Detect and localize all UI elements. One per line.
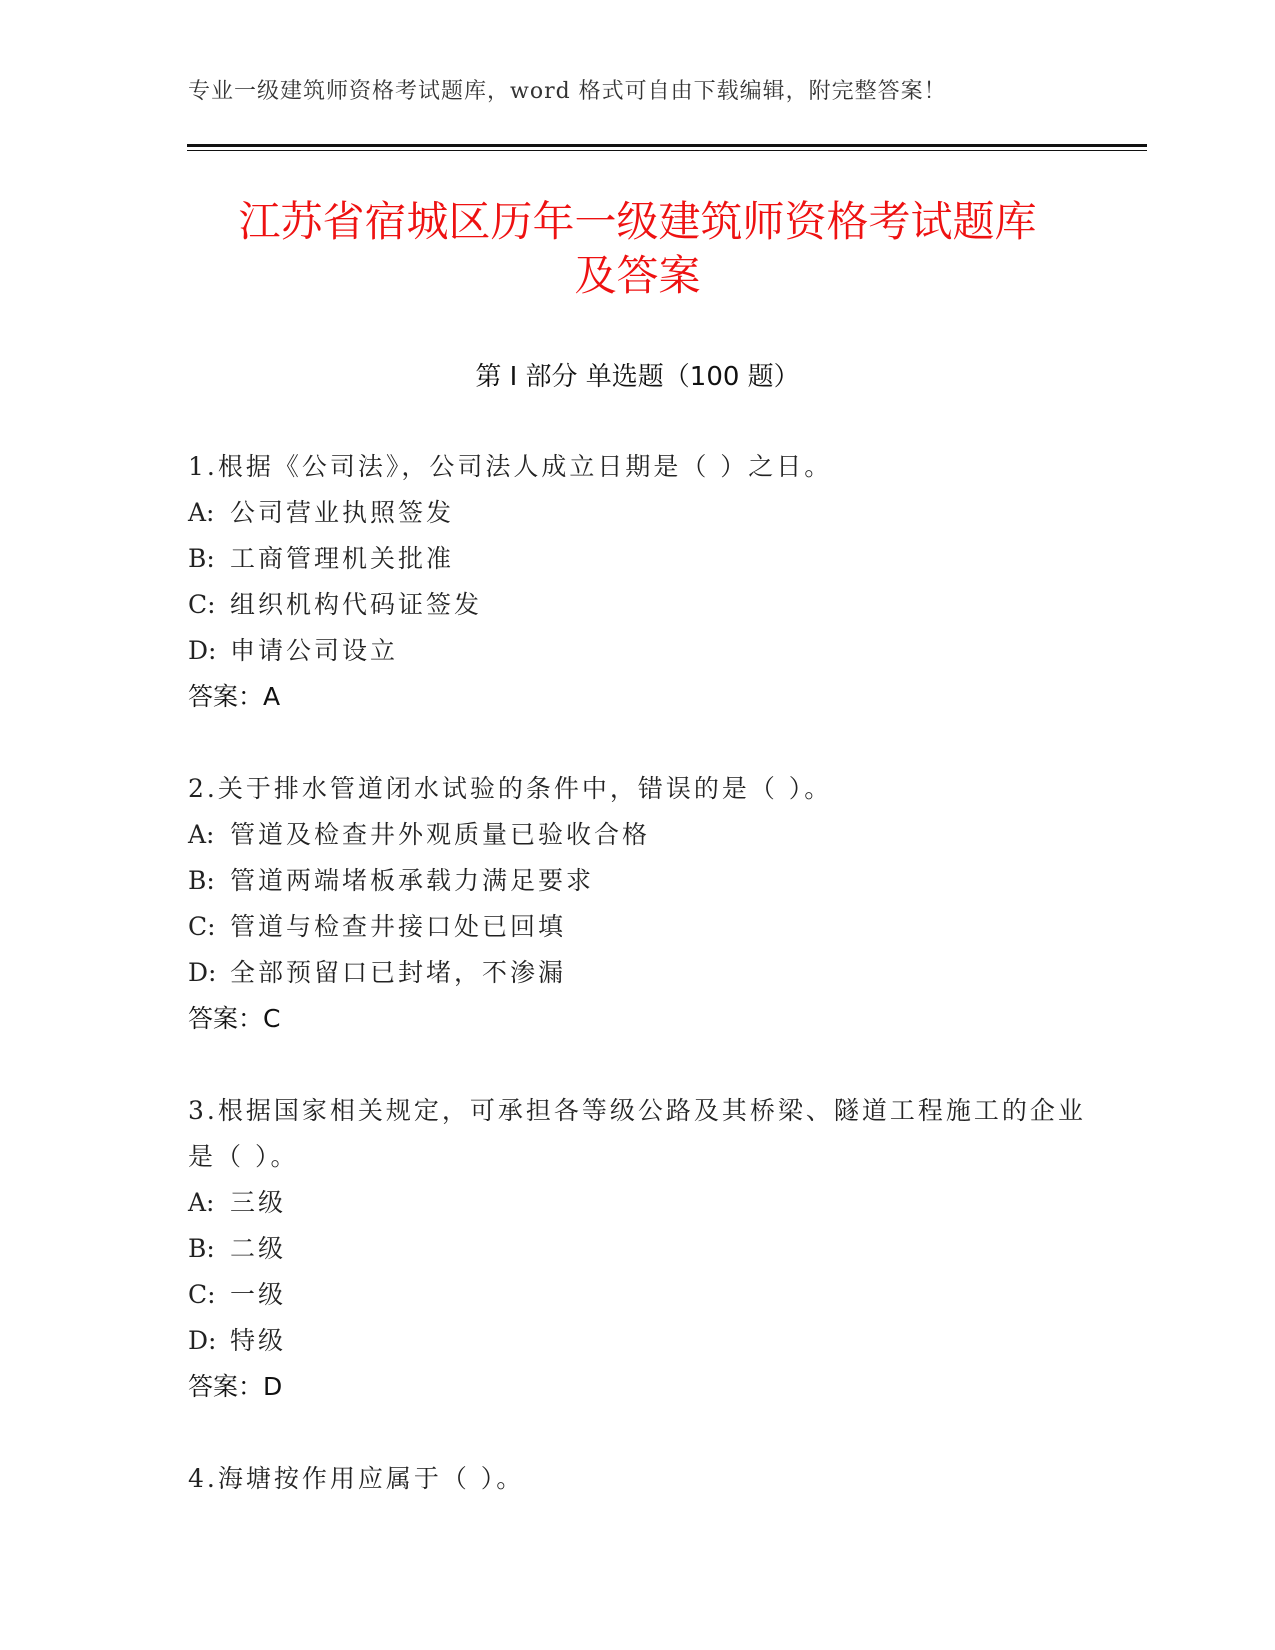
option-text: 二级	[230, 1234, 287, 1263]
option-text: 特级	[230, 1326, 287, 1355]
option-letter: D:	[188, 1326, 217, 1355]
document-title-line-2: 及答案	[574, 251, 701, 300]
option-text: 全部预留口已封堵，不渗漏	[230, 958, 567, 987]
header-rule-thick	[187, 144, 1147, 147]
option-letter: C:	[188, 912, 216, 941]
option-c	[188, 582, 1088, 628]
option-text: 管道与检查井接口处已回填	[230, 912, 567, 941]
option-c	[188, 1272, 1088, 1318]
option-a	[188, 1180, 1088, 1226]
option-letter: C:	[188, 1280, 216, 1309]
option-d	[188, 1318, 1088, 1364]
option-c	[188, 904, 1088, 950]
question-1	[188, 444, 1088, 720]
option-text: 公司营业执照签发	[230, 498, 455, 527]
option-a	[188, 812, 1088, 858]
option-b	[188, 1226, 1088, 1272]
option-d	[188, 628, 1088, 674]
question-3	[188, 1088, 1088, 1410]
document-title	[150, 195, 1125, 303]
option-text: 三级	[230, 1188, 287, 1217]
option-a	[188, 490, 1088, 536]
option-text: 申请公司设立	[230, 636, 399, 665]
option-text: 组织机构代码证签发	[230, 590, 483, 619]
option-b	[188, 536, 1088, 582]
option-d	[188, 950, 1088, 996]
option-text: 一级	[230, 1280, 287, 1309]
document-title-line-1: 江苏省宿城区历年一级建筑师资格考试题库	[238, 197, 1037, 246]
option-letter: A:	[188, 1188, 215, 1217]
header-note: 专业一级建筑师资格考试题库，word 格式可自由下载编辑，附完整答案！	[188, 79, 947, 104]
option-letter: D:	[188, 636, 217, 665]
option-text: 管道两端堵板承载力满足要求	[230, 866, 595, 895]
question-list	[188, 444, 1088, 1548]
question-4	[188, 1456, 1088, 1502]
option-b	[188, 858, 1088, 904]
option-letter: B:	[188, 544, 215, 573]
question-stem: 2.关于排水管道闭水试验的条件中，错误的是（ ）。	[188, 774, 833, 803]
option-letter: C:	[188, 590, 216, 619]
question-stem: 4.海塘按作用应属于（ ）。	[188, 1464, 525, 1493]
option-letter: D:	[188, 958, 217, 987]
header-rule-thin	[187, 150, 1147, 151]
option-letter: B:	[188, 866, 215, 895]
option-text: 工商管理机关批准	[230, 544, 455, 573]
question-stem: 3.根据国家相关规定，可承担各等级公路及其桥梁、隧道工程施工的企业是（ ）。	[188, 1096, 1086, 1171]
answer-line: 答案：D	[188, 1372, 283, 1401]
question-stem: 1.根据《公司法》，公司法人成立日期是（ ）之日。	[188, 452, 833, 481]
answer-line: 答案：A	[188, 682, 281, 711]
question-2	[188, 766, 1088, 1042]
option-letter: A:	[188, 498, 215, 527]
option-text: 管道及检查井外观质量已验收合格	[230, 820, 651, 849]
section-heading: 第 I 部分 单选题（100 题）	[475, 362, 800, 392]
option-letter: A:	[188, 820, 215, 849]
option-letter: B:	[188, 1234, 215, 1263]
answer-line: 答案：C	[188, 1004, 281, 1033]
